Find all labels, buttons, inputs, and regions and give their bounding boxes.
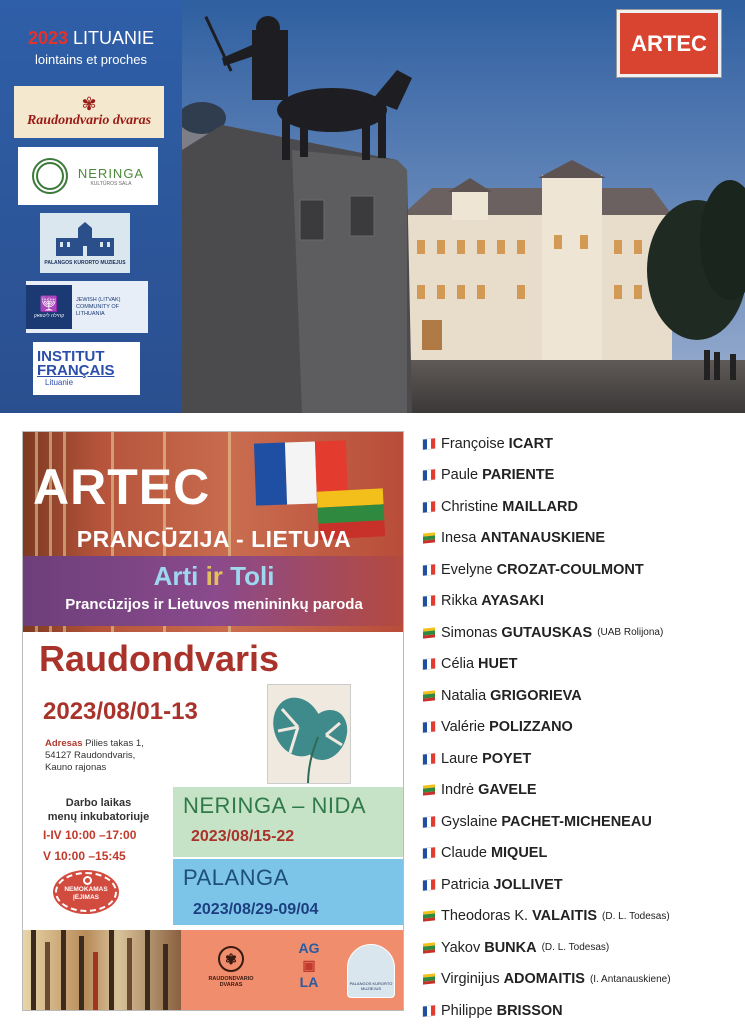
artist-first-name: Célia [441,656,475,673]
artist-last-name: POYET [482,750,532,767]
poster-brand: ARTEC [33,459,211,515]
rose-icon: ✾ [218,946,244,972]
france-flag-icon [423,596,435,607]
artist-last-name: GUTAUSKAS [501,624,593,641]
france-flag-icon [423,1005,435,1016]
artist-item [421,806,741,838]
raudondvario-logo: ✾ Raudondvario dvaras [14,86,164,138]
venue-date: 2023/08/01-13 [43,698,198,725]
artist-note: (D. L. Todesas) [541,942,610,954]
jewish-community-logo: 🕎 קהילה ליטוואק JEWISH (LITVAK) COMMUNITY OF LITHUANIA [26,281,148,333]
monstera-painting [267,684,351,784]
artist-item [421,838,741,870]
poster-subtitle: Prancūzijos ir Lietuvos menininkų paroda [65,596,363,613]
artist-item [421,995,741,1027]
france-flag-icon [423,848,435,859]
france-flag-icon [423,722,435,733]
artist-item [421,649,741,681]
artist-last-name: VALAITIS [532,908,598,925]
france-flag-icon [423,438,435,449]
artist-first-name: Valérie [441,719,486,736]
artist-last-name: ICART [508,435,553,452]
artist-first-name: Theodoras K. [441,908,529,925]
artist-first-name: Laure [441,750,479,767]
artist-last-name: GAVELE [478,782,537,799]
france-flag-icon [423,501,435,512]
artist-item [421,775,741,807]
artist-first-name: Françoise [441,435,505,452]
raudondvario-footer-logo: ✾ RAUDONDVARIO DVARAS [201,946,261,988]
free-entry-badge: NEMOKAMAS ĮĖJIMAS [55,872,117,912]
france-flag-icon [423,879,435,890]
artist-first-name: Inesa [441,530,477,547]
artist-last-name: MIQUEL [490,845,548,862]
artist-last-name: PACHET-MICHENEAU [501,813,652,830]
poster-logos [181,930,404,1011]
artist-last-name: BRISSON [496,1002,563,1019]
artist-first-name: Indrė [441,782,475,799]
institut-francais-logo: INSTITUT FRANÇAIS Lituanie [33,342,140,395]
artist-first-name: Evelyne [441,561,493,578]
partner-panel [0,0,182,413]
poster-title-band [23,556,404,626]
circle-icon [83,876,92,885]
artist-first-name: Claude [441,845,487,862]
artist-last-name: POLIZZANO [489,719,573,736]
lithuania-flag-icon [423,627,435,638]
exhibition-poster [22,431,404,1011]
artist-first-name: Gyslaine [441,813,498,830]
neringa-logo: NERINGA KULTŪROS SALA [18,147,158,205]
tree-painting [23,930,181,1011]
artist-last-name: HUET [478,656,518,673]
artist-item [421,964,741,996]
event-title: 2023 LITUANIE [27,28,155,48]
artist-item [421,586,741,618]
artist-first-name: Simonas [441,624,498,641]
artist-first-name: Patricia [441,876,490,893]
artist-last-name: MAILLARD [502,498,578,515]
artist-first-name: Rikka [441,593,478,610]
palace-icon [50,220,120,260]
artist-item [421,460,741,492]
hours-weekdays: I-IV 10:00 –17:00 [43,828,137,842]
poster-countries: PRANCŪZIJA - LIETUVA [76,526,352,552]
artist-last-name: AYASAKI [481,593,544,610]
header-section [0,0,745,413]
poster-footer [23,930,404,1011]
event-tagline: lointains et proches [34,52,147,67]
artist-item [421,554,741,586]
artist-last-name: ADOMAITIS [503,971,585,988]
france-flag-icon [423,753,435,764]
venue-palanga-box: PALANGA 2023/08/29-09/04 [173,859,404,925]
palanga-museum-logo: PALANGOS KURORTO MUZIEJUS [40,213,130,273]
opening-hours-title: Darbo laikas menų inkubatoriuje [47,797,150,823]
lithuania-flag-icon [423,974,435,985]
menorah-icon: 🕎 [39,296,59,313]
venue-city: Raudondvaris [39,638,280,679]
artist-item [421,428,741,460]
artist-item [421,523,741,555]
artec-badge: ARTEC [617,10,721,77]
artist-last-name: JOLLIVET [493,876,563,893]
artist-list [421,428,741,1027]
artist-item [421,680,741,712]
rose-icon: ✾ [81,94,97,114]
artist-item [421,491,741,523]
artist-item [421,869,741,901]
france-flag-icon [423,470,435,481]
wreath-icon [32,158,68,194]
artist-first-name: Natalia [441,687,487,704]
artist-first-name: Paule [441,467,479,484]
artist-note: (UAB Rolijona) [597,627,664,639]
artist-item [421,617,741,649]
artist-item [421,932,741,964]
venue-address: Adresas Pilies takas 1, 54127 Raudondvaris, Kauno rajonas [45,738,144,773]
artist-last-name: BUNKA [484,939,537,956]
palanga-footer-logo: PALANGOS KURORTO MUZIEJUS [347,944,395,998]
artist-last-name: GRIGORIEVA [490,687,582,704]
artist-first-name: Philippe [441,1002,493,1019]
artist-item [421,901,741,933]
hours-friday: V 10:00 –15:45 [43,849,126,863]
lithuania-flag-icon [423,942,435,953]
artist-item [421,712,741,744]
france-flag-icon [423,816,435,827]
artist-first-name: Virginijus [441,971,500,988]
poster-banner [23,432,404,632]
artist-note: (I. Antanauskiene) [589,973,671,985]
lithuania-flag-icon [423,533,435,544]
artist-item [421,743,741,775]
lithuania-flag-icon [423,785,435,796]
artist-last-name: ANTANAUSKIENE [480,530,606,547]
venue-neringa-box: NERINGA – NIDA 2023/08/15-22 [173,787,404,857]
artist-last-name: PARIENTE [482,467,555,484]
lithuania-flag-icon [423,690,435,701]
artist-last-name: CROZAT-COULMONT [496,561,644,578]
artist-first-name: Christine [441,498,499,515]
artist-first-name: Yakov [441,939,481,956]
poster-title: Arti ir Toli [153,561,275,591]
france-flag-icon [423,564,435,575]
france-flag-icon [423,659,435,670]
artist-note: (D. L. Todesas) [602,910,670,922]
lithuania-flag-icon [423,911,435,922]
agila-logo: AG ▣ LA [298,940,320,990]
